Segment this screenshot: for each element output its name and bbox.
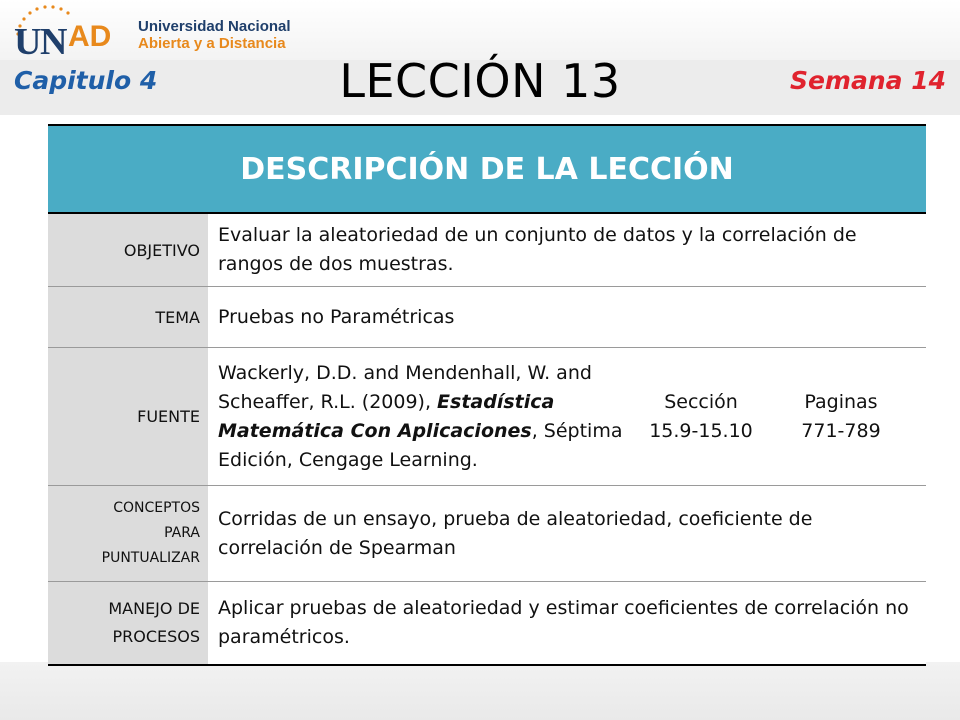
fuente-section-value: 15.9-15.10: [649, 419, 753, 442]
lesson-title: LECCIÓN 13: [339, 54, 621, 108]
row-label-manejo: [48, 582, 208, 664]
footer-band: [0, 662, 960, 720]
fuente-section: [636, 388, 766, 446]
row-label-manejo-line2: PROCESOS: [112, 627, 200, 646]
week-label: Semana 14: [789, 66, 946, 95]
university-name-line1: Universidad Nacional: [138, 18, 291, 35]
row-tema: [48, 287, 926, 348]
row-label-manejo-line1: MANEJO DE: [108, 599, 200, 618]
row-label-conceptos-line2: PARA: [164, 525, 200, 541]
table-title: DESCRIPCIÓN DE LA LECCIÓN: [48, 126, 926, 214]
unad-logo-mark: [10, 4, 130, 60]
row-label-objetivo: OBJETIVO: [48, 214, 208, 286]
row-label-conceptos: [48, 486, 208, 581]
row-value-tema: Pruebas no Paramétricas: [208, 287, 926, 347]
fuente-book-title: Estadística Matemática Con Aplicaciones: [218, 390, 555, 442]
svg-text:U: U: [14, 21, 42, 60]
fuente-pages-value: 771-789: [801, 419, 881, 442]
row-label-conceptos-line3: PUNTUALIZAR: [101, 550, 200, 566]
fuente-edition: , Séptima Edición, Cengage Learning.: [218, 419, 623, 471]
fuente-pages: [766, 388, 916, 446]
row-value-conceptos: Corridas de un ensayo, prueba de aleatoriedad, coeficiente de correlación de Spearman: [208, 486, 926, 581]
svg-text:N: N: [40, 21, 68, 60]
university-logo: [10, 4, 300, 60]
svg-text:AD: AD: [68, 20, 112, 53]
row-manejo: [48, 582, 926, 664]
chapter-label: Capitulo 4: [14, 66, 158, 95]
fuente-pages-label: Paginas: [804, 390, 878, 413]
row-fuente: [48, 348, 926, 486]
row-objetivo: [48, 214, 926, 287]
fuente-content: [218, 359, 916, 475]
university-name: [138, 18, 291, 52]
row-label-tema: TEMA: [48, 287, 208, 347]
row-label-conceptos-line1: CONCEPTOS: [113, 500, 200, 516]
lesson-description-table: [48, 124, 926, 666]
row-value-fuente: [208, 348, 926, 485]
university-name-line2: Abierta y a Distancia: [138, 35, 286, 52]
row-value-objetivo: Evaluar la aleatoriedad de un conjunto de datos y la correlación de rangos de dos muestras.: [208, 214, 926, 286]
row-value-manejo: Aplicar pruebas de aleatoriedad y estimar coeficientes de correlación no paramétricos.: [208, 582, 926, 664]
fuente-reference: [218, 359, 636, 475]
fuente-section-label: Sección: [664, 390, 738, 413]
row-conceptos: [48, 486, 926, 582]
row-label-fuente: FUENTE: [48, 348, 208, 485]
fuente-authors: Wackerly, D.D. and Mendenhall, W. and Scheaffer, R.L. (2009),: [218, 361, 592, 413]
